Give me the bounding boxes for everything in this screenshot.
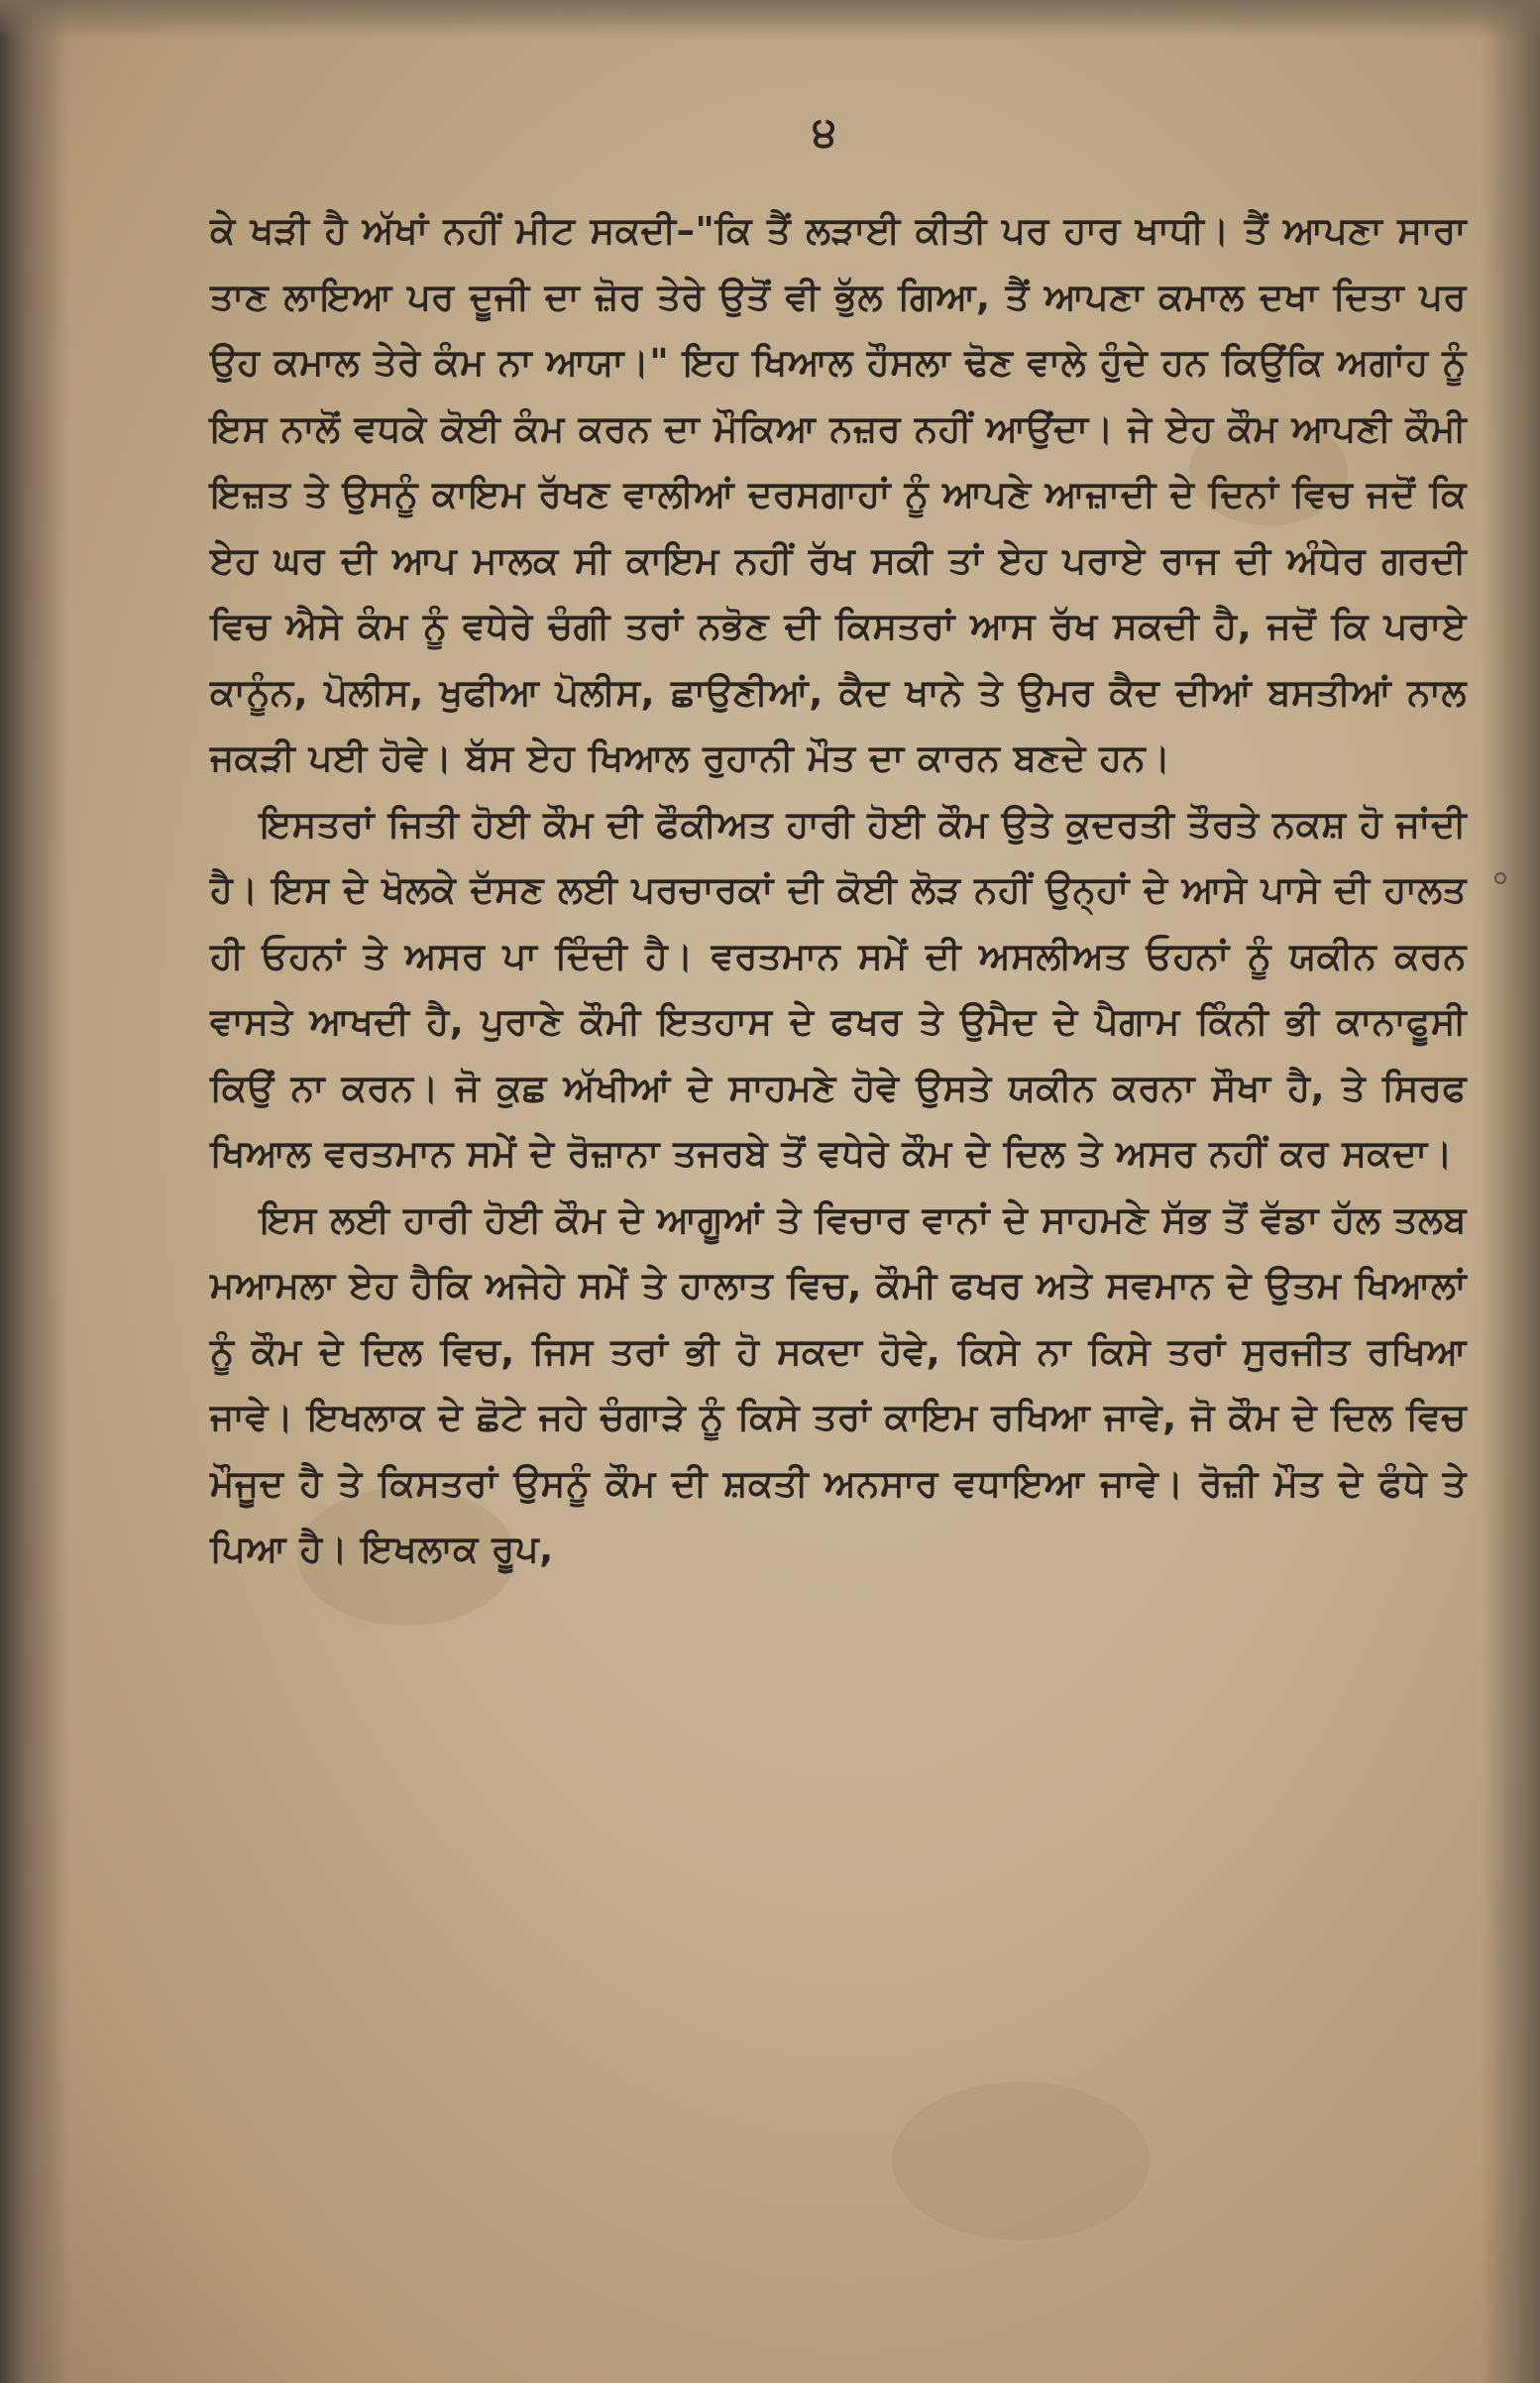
paragraph: ਇਸਤਰਾਂ ਜਿਤੀ ਹੋਈ ਕੌਮ ਦੀ ਫੌਕੀਅਤ ਹਾਰੀ ਹੋਈ ਕੌਮ ਉਤੇ ਕੁਦਰਤੀ ਤੌਰਤੇ ਨਕਸ਼ ਹੋ ਜਾਂਦੀ ਹੈ। ਇਸ ਦੇ ਖੋਲਕੇ ਦੱਸਣ ਲਈ ਪਰਚਾਰਕਾਂ ਦੀ ਕੋਈ ਲੋੜ ਨਹੀਂ ਉਨ੍ਹਾਂ ਦੇ ਆਸੇ ਪਾਸੇ ਦੀ ਹਾਲਤ ਹੀ ਓਹਨਾਂ ਤੇ ਅਸਰ ਪਾ ਦਿੰਦੀ ਹੈ। ਵਰਤਮਾਨ ਸਮੇਂ ਦੀ ਅਸਲੀਅਤ ਓਹਨਾਂ ਨੂੰ ਯਕੀਨ ਕਰਨ ਵਾਸਤੇ ਆਖਦੀ ਹੈ, ਪੁਰਾਣੇ ਕੌਮੀ ਇਤਹਾਸ ਦੇ ਫਖਰ ਤੇ ਉਮੈਦ ਦੇ ਪੈਗਾਮ ਕਿੰਨੀ ਭੀ ਕਾਨਾਫੂਸੀ ਕਿਉਂ ਨਾ ਕਰਨ। ਜੋ ਕੁਛ ਅੱਖੀਆਂ ਦੇ ਸਾਹਮਣੇ ਹੋਵੇ ਉਸਤੇ ਯਕੀਨ ਕਰਨਾ ਸੌਖਾ ਹੈ, ਤੇ ਸਿਰਫ ਖਿਆਲ ਵਰਤਮਾਨ ਸਮੇਂ ਦੇ ਰੋਜ਼ਾਨਾ ਤਜਰਬੇ ਤੋਂ ਵਧੇਰੇ ਕੌਮ ਦੇ ਦਿਲ ਤੇ ਅਸਰ ਨਹੀਂ ਕਰ ਸਕਦਾ। xyxy=(210,802,1467,1175)
page-top-edge xyxy=(0,0,1540,40)
paper-stain xyxy=(892,2082,1150,2240)
page-right-edge xyxy=(1481,0,1540,2383)
margin-mark xyxy=(1494,872,1506,884)
page-number: ੪ xyxy=(812,107,837,156)
body-text xyxy=(210,198,1467,1583)
page-binding-edge xyxy=(0,0,69,2383)
paragraph: ਕੇ ਖੜੀ ਹੈ ਅੱਖਾਂ ਨਹੀਂ ਮੀਟ ਸਕਦੀ–"ਕਿ ਤੈਂ ਲੜਾਈ ਕੀਤੀ ਪਰ ਹਾਰ ਖਾਧੀ। ਤੈਂ ਆਪਣਾ ਸਾਰਾ ਤਾਣ ਲਾਇਆ ਪਰ ਦੂਜੀ ਦਾ ਜ਼ੋਰ ਤੇਰੇ ਉਤੋਂ ਵੀ ਭੁੱਲ ਗਿਆ, ਤੈਂ ਆਪਣਾ ਕਮਾਲ ਦਖਾ ਦਿਤਾ ਪਰ ਉਹ ਕਮਾਲ ਤੇਰੇ ਕੰਮ ਨਾ ਆਯਾ।" ਇਹ ਖਿਆਲ ਹੌਸਲਾ ਢੋਣ ਵਾਲੇ ਹੁੰਦੇ ਹਨ ਕਿਉਂਕਿ ਅਗਾਂਹ ਨੂੰ ਇਸ ਨਾਲੋਂ ਵਧਕੇ ਕੋਈ ਕੰਮ ਕਰਨ ਦਾ ਮੌਕਿਆ ਨਜ਼ਰ ਨਹੀਂ ਆਉਂਦਾ। ਜੇ ਏਹ ਕੌਮ ਆਪਣੀ ਕੌਮੀ ਇਜ਼ਤ ਤੇ ਉਸਨੂੰ ਕਾਇਮ ਰੱਖਣ ਵਾਲੀਆਂ ਦਰਸਗਾਹਾਂ ਨੂੰ ਆਪਣੇ ਆਜ਼ਾਦੀ ਦੇ ਦਿਨਾਂ ਵਿਚ ਜਦੋਂ ਕਿ ਏਹ ਘਰ ਦੀ ਆਪ ਮਾਲਕ ਸੀ ਕਾਇਮ ਨਹੀਂ ਰੱਖ ਸਕੀ ਤਾਂ ਏਹ ਪਰਾਏ ਰਾਜ ਦੀ ਅੰਧੇਰ ਗਰਦੀ ਵਿਚ ਐਸੇ ਕੰਮ ਨੂੰ ਵਧੇਰੇ ਚੰਗੀ ਤਰਾਂ ਨਭੋਣ ਦੀ ਕਿਸਤਰਾਂ ਆਸ ਰੱਖ ਸਕਦੀ ਹੈ, ਜਦੋਂ ਕਿ ਪਰਾਏ ਕਾਨੂੰਨ, ਪੋਲੀਸ, ਖੁਫੀਆ ਪੋਲੀਸ, ਛਾਉਣੀਆਂ, ਕੈਦ ਖਾਨੇ ਤੇ ਉਮਰ ਕੈਦ ਦੀਆਂ ਬਸਤੀਆਂ ਨਾਲ ਜਕੜੀ ਪਈ ਹੋਵੇ। ਬੱਸ ਏਹ ਖਿਆਲ ਰੁਹਾਨੀ ਮੌਤ ਦਾ ਕਾਰਨ ਬਣਦੇ ਹਨ। xyxy=(210,209,1467,779)
paragraph: ਇਸ ਲਈ ਹਾਰੀ ਹੋਈ ਕੌਮ ਦੇ ਆਗੂਆਂ ਤੇ ਵਿਚਾਰ ਵਾਨਾਂ ਦੇ ਸਾਹਮਣੇ ਸੱਭ ਤੋਂ ਵੱਡਾ ਹੱਲ ਤਲਬ ਮਆਮਲਾ ਏਹ ਹੈਕਿ ਅਜੇਹੇ ਸਮੇਂ ਤੇ ਹਾਲਾਤ ਵਿਚ, ਕੌਮੀ ਫਖਰ ਅਤੇ ਸਵਮਾਨ ਦੇ ਉਤਮ ਖਿਆਲਾਂ ਨੂੰ ਕੌਮ ਦੇ ਦਿਲ ਵਿਚ, ਜਿਸ ਤਰਾਂ ਭੀ ਹੋ ਸਕਦਾ ਹੋਵੇ, ਕਿਸੇ ਨਾ ਕਿਸੇ ਤਰਾਂ ਸੁਰਜੀਤ ਰਖਿਆ ਜਾਵੇ। ਇਖਲਾਕ ਦੇ ਛੋਟੇ ਜਹੇ ਚੰਗਾੜੇ ਨੂੰ ਕਿਸੇ ਤਰਾਂ ਕਾਇਮ ਰਖਿਆ ਜਾਵੇ, ਜੋ ਕੌਮ ਦੇ ਦਿਲ ਵਿਚ ਮੌਜੂਦ ਹੈ ਤੇ ਕਿਸਤਰਾਂ ਉਸਨੂੰ ਕੌਮ ਦੀ ਸ਼ਕਤੀ ਅਨਸਾਰ ਵਧਾਇਆ ਜਾਵੇ। ਰੋਜ਼ੀ ਮੌਤ ਦੇ ਫੰਧੇ ਤੇ ਪਿਆ ਹੈ। ਇਖਲਾਕ ਰੂਪ, xyxy=(210,1197,1467,1570)
